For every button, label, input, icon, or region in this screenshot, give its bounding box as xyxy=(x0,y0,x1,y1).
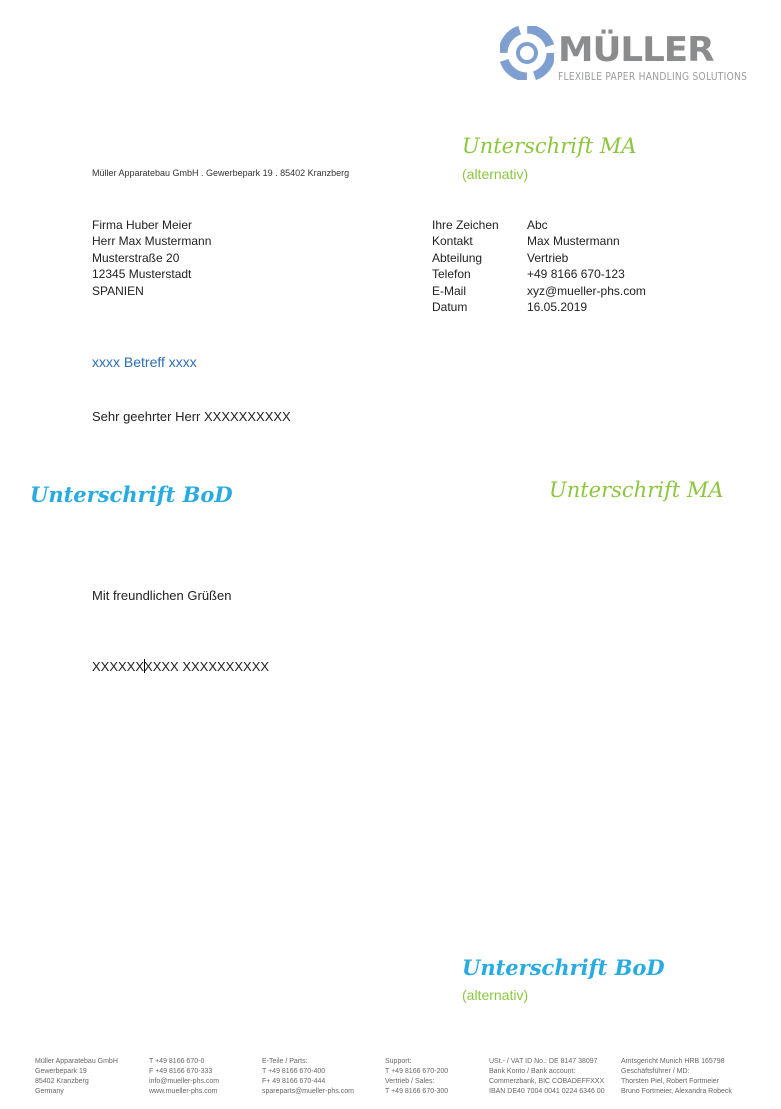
footer-text: USt.- / VAT ID No.: DE 8147 38097 xyxy=(489,1058,598,1065)
signer-name-part2: XXXX XXXXXXXXXX xyxy=(144,659,270,674)
footer-text: Amtsgericht Munich HRB 165798 xyxy=(621,1058,725,1065)
logo-tagline: FLEXIBLE PAPER HANDLING SOLUTIONS xyxy=(558,70,748,83)
logo-wordmark: MÜLLER xyxy=(558,30,714,70)
footer-text: 85402 Kranzberg xyxy=(35,1078,89,1085)
footer-text: Geschäftsführer / MD: xyxy=(621,1068,690,1075)
footer-text: Bruno Fortmeier, Alexandra Robeck xyxy=(621,1088,732,1095)
footer-text: T +49 8166 670-200 xyxy=(385,1068,449,1075)
footer-text: Commerzbank, BIC COBADEFFXXX xyxy=(489,1078,605,1085)
footer-text: F+ 49 8166 670-444 xyxy=(262,1078,326,1085)
footer-legal xyxy=(621,1057,732,1097)
info-row-reference xyxy=(432,217,646,233)
logo-emblem-icon xyxy=(500,26,554,80)
info-key: Datum xyxy=(432,300,468,315)
info-key: Abteilung xyxy=(432,250,483,265)
info-key: Kontakt xyxy=(432,234,473,249)
info-row-email xyxy=(432,283,646,299)
footer-parts xyxy=(262,1057,354,1097)
info-value: 16.05.2019 xyxy=(527,300,588,315)
footer-company xyxy=(35,1057,118,1097)
info-value: +49 8166 670-123 xyxy=(527,267,625,282)
footer-text: Müller Apparatebau GmbH xyxy=(35,1058,118,1065)
footer-text: IBAN DE40 7004 0041 0224 6346 00 xyxy=(489,1088,605,1095)
info-row-phone xyxy=(432,266,646,282)
info-key: Telefon xyxy=(432,267,471,282)
signature-bod-middle: Unterschrift BoD xyxy=(30,482,233,507)
signature-ma-middle: Unterschrift MA xyxy=(549,478,724,502)
footer-text: F +49 8166 670-333 xyxy=(149,1068,213,1075)
info-value: Abc xyxy=(527,218,548,232)
company-logo xyxy=(500,26,750,86)
signer-name-part1: XXXXXX xyxy=(92,659,145,674)
info-value: xyz@mueller-phs.com xyxy=(527,283,646,298)
footer-text: www.mueller-phs.com xyxy=(149,1088,218,1095)
info-key: Ihre Zeichen xyxy=(432,218,499,232)
sender-line: Müller Apparatebau GmbH . Gewerbepark 19 . 85402 Kranzberg xyxy=(92,168,350,178)
recipient-person: Herr Max Mustermann xyxy=(92,234,212,249)
info-row-date xyxy=(432,299,646,315)
footer-text: spareparts@mueller-phs.com xyxy=(262,1088,354,1095)
recipient-address xyxy=(92,217,211,299)
footer-text: Support: xyxy=(385,1058,412,1065)
recipient-country: SPANIEN xyxy=(92,283,144,298)
info-value: Vertrieb xyxy=(527,250,569,265)
info-row-department xyxy=(432,250,646,266)
signature-bod-bottom: Unterschrift BoD xyxy=(462,955,665,980)
info-key: E-Mail xyxy=(432,283,467,298)
signature-ma-top: Unterschrift MA xyxy=(462,134,637,158)
footer-text: Gewerbepark 19 xyxy=(35,1068,87,1075)
footer-bank xyxy=(489,1057,605,1097)
recipient-city: 12345 Musterstadt xyxy=(92,267,192,282)
info-value: Max Mustermann xyxy=(527,234,620,249)
signer-name[interactable] xyxy=(92,659,269,674)
footer-text: T +49 8166 670-0 xyxy=(149,1058,205,1065)
salutation[interactable]: Sehr geehrter Herr XXXXXXXXXX xyxy=(92,409,291,424)
footer-support xyxy=(385,1057,448,1097)
info-block xyxy=(432,217,646,315)
subject-line[interactable]: xxxx Betreff xxxx xyxy=(92,354,197,370)
footer-text: Thorsten Piel, Robert Fortmeier xyxy=(621,1078,720,1085)
closing[interactable]: Mit freundlichen Grüßen xyxy=(92,588,232,603)
footer-text: Germany xyxy=(35,1088,64,1095)
footer-text: T +49 8166 670-400 xyxy=(262,1068,326,1075)
footer-text: info@mueller-phs.com xyxy=(149,1078,220,1085)
footer-text: Vertrieb / Sales: xyxy=(385,1078,435,1085)
recipient-street: Musterstraße 20 xyxy=(92,250,180,265)
signature-bod-bottom-note: (alternativ) xyxy=(462,987,529,1003)
info-row-contact xyxy=(432,233,646,249)
recipient-company: Firma Huber Meier xyxy=(92,218,193,232)
footer-contact xyxy=(149,1057,219,1097)
footer-text: T +49 8166 670-300 xyxy=(385,1088,449,1095)
signature-ma-top-note: (alternativ) xyxy=(462,166,529,182)
footer-text: E-Teile / Parts: xyxy=(262,1058,308,1065)
footer-text: Bank Konto / Bank account: xyxy=(489,1068,576,1075)
